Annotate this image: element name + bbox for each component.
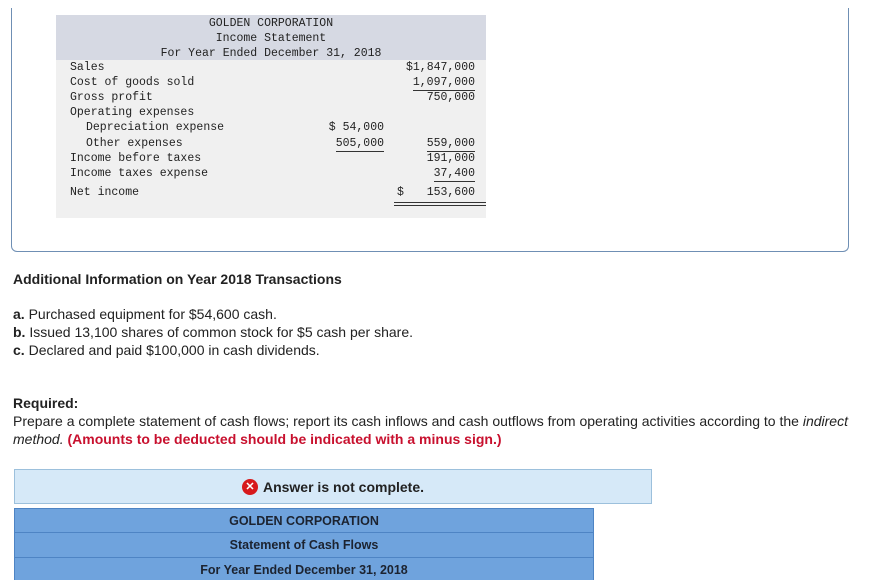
- item-text: Purchased equipment for $54,600 cash.: [28, 306, 277, 322]
- row-label: Income before taxes: [70, 152, 202, 165]
- income-statement: [56, 15, 486, 218]
- row-label: Operating expenses: [70, 106, 195, 119]
- row-opex: [56, 105, 486, 120]
- row-amount: 1,097,000: [412, 76, 475, 89]
- dollar-sign: $: [397, 186, 404, 199]
- statement-company: GOLDEN CORPORATION: [208, 17, 334, 30]
- row-label: Cost of goods sold: [70, 76, 195, 89]
- row-net-income: [56, 185, 486, 200]
- answer-status-text: Answer is not complete.: [262, 478, 425, 495]
- required-note: (Amounts to be deducted should be indicated with a minus sign.): [67, 431, 502, 447]
- row-other: [56, 136, 486, 151]
- x-circle-icon: ✕: [242, 479, 258, 495]
- row-label: Other expenses: [86, 137, 183, 150]
- list-item: [13, 305, 413, 323]
- row-income-tax: [56, 166, 486, 181]
- statement-period: For Year Ended December 31, 2018: [160, 47, 382, 60]
- row-gross: [56, 90, 486, 105]
- list-item: [13, 341, 413, 359]
- list-item: [13, 323, 413, 341]
- item-text: Issued 13,100 shares of common stock for $5 cash per share.: [29, 324, 413, 340]
- required-label: Required:: [13, 395, 79, 411]
- statement-title: Income Statement: [215, 32, 327, 45]
- row-amount: 191,000: [426, 152, 475, 165]
- cf-period: For Year Ended December 31, 2018: [14, 558, 594, 580]
- double-underline: [394, 205, 486, 206]
- row-amount: $ 54,000: [328, 121, 384, 134]
- row-income-before-taxes: [56, 151, 486, 166]
- row-amount: $1,847,000: [405, 61, 475, 74]
- row-amount: 37,400: [433, 167, 475, 180]
- item-letter: c.: [13, 342, 25, 358]
- row-amount: 505,000: [335, 137, 384, 150]
- row-label: Depreciation expense: [86, 121, 225, 134]
- item-letter: a.: [13, 306, 25, 322]
- row-cogs: [56, 75, 486, 90]
- cash-flow-table-header: [14, 508, 594, 580]
- double-underline: [394, 202, 486, 203]
- income-statement-header: [56, 15, 486, 60]
- cf-title: Statement of Cash Flows: [14, 533, 594, 558]
- row-amount: 559,000: [426, 137, 475, 150]
- answer-status-bar: [14, 469, 652, 504]
- required-text: Prepare a complete statement of cash flows; report its cash inflows and cash outflows from operating activities according to the: [13, 413, 803, 429]
- income-statement-body: [56, 60, 486, 218]
- row-label: Net income: [70, 186, 140, 199]
- additional-info-title: Additional Information on Year 2018 Transactions: [13, 271, 342, 287]
- required-italic: indirect method.: [13, 413, 848, 447]
- row-label: Income taxes expense: [70, 167, 209, 180]
- row-amount: 750,000: [426, 91, 475, 104]
- row-label: Sales: [70, 61, 105, 74]
- cf-company: GOLDEN CORPORATION: [14, 508, 594, 533]
- row-label: Gross profit: [70, 91, 153, 104]
- item-text: Declared and paid $100,000 in cash dividends.: [28, 342, 320, 358]
- row-sales: [56, 60, 486, 75]
- additional-info-list: [13, 305, 413, 359]
- required-section: [13, 394, 879, 448]
- item-letter: b.: [13, 324, 26, 340]
- row-depreciation: [56, 120, 486, 135]
- row-amount: 153,600: [426, 186, 475, 199]
